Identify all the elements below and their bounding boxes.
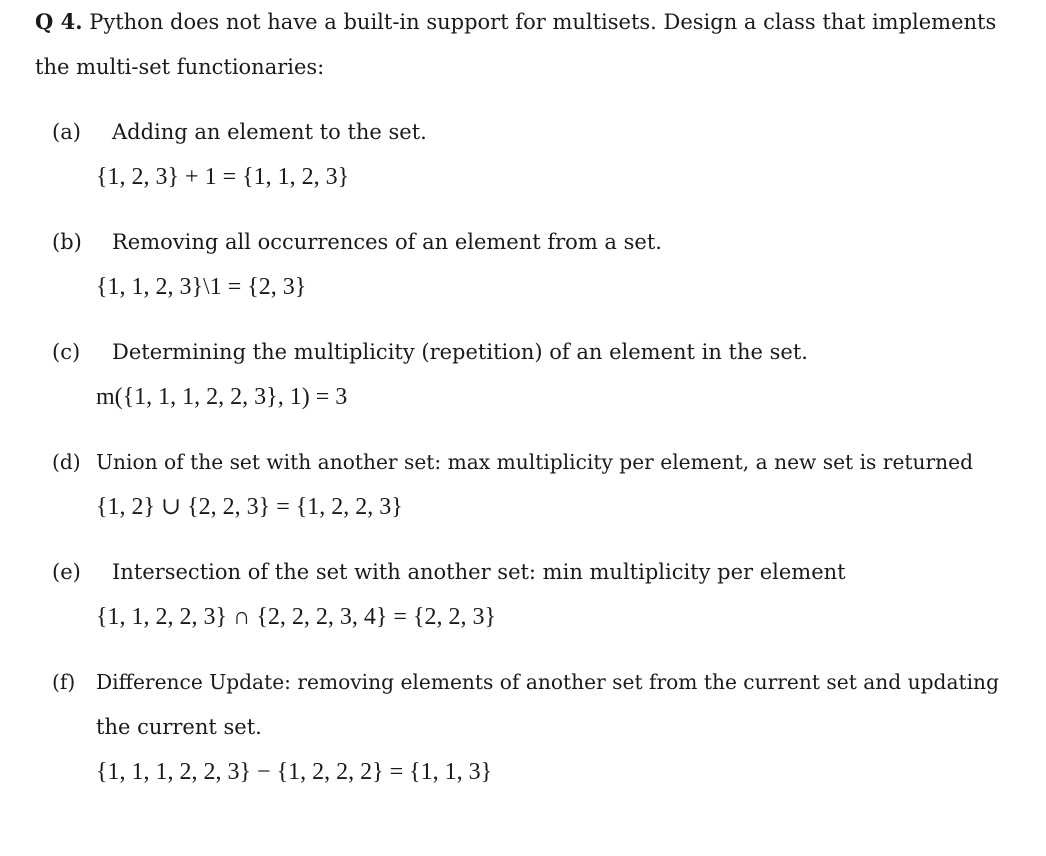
item-f bbox=[52, 668, 999, 696]
item-e-label: (e) bbox=[52, 560, 81, 584]
item-e bbox=[52, 558, 846, 586]
item-b-label: (b) bbox=[52, 230, 82, 254]
item-c-label: (c) bbox=[52, 340, 81, 364]
item-a-math: {1, 2, 3} + 1 = {1, 1, 2, 3} bbox=[96, 164, 350, 190]
item-c bbox=[52, 338, 808, 366]
item-c-text: Determining the multiplicity (repetition) of an element in the set. bbox=[112, 340, 808, 364]
item-d-math: {1, 2} ∪ {2, 2, 3} = {1, 2, 2, 3} bbox=[96, 494, 403, 520]
question-number: Q 4. bbox=[35, 9, 83, 34]
item-b bbox=[52, 228, 662, 256]
item-a-text: Adding an element to the set. bbox=[112, 120, 427, 144]
item-f-label: (f) bbox=[52, 670, 76, 694]
item-e-text: Intersection of the set with another set: min multiplicity per element bbox=[112, 560, 846, 584]
item-d-label: (d) bbox=[52, 450, 81, 474]
item-e-math: {1, 1, 2, 2, 3} ∩ {2, 2, 2, 3, 4} = {2, 2, 3} bbox=[96, 604, 496, 630]
item-a-label: (a) bbox=[52, 120, 81, 144]
item-c-math: m({1, 1, 1, 2, 2, 3}, 1) = 3 bbox=[96, 384, 348, 410]
item-d bbox=[52, 448, 973, 476]
item-b-math: {1, 1, 2, 3}\1 = {2, 3} bbox=[96, 274, 307, 300]
item-f-text: Difference Update: removing elements of another set from the current set and updating bbox=[96, 670, 999, 694]
question-text-line-1: Python does not have a built-in support for multisets. Design a class that implements bbox=[89, 10, 997, 34]
item-f-math: {1, 1, 1, 2, 2, 3} − {1, 2, 2, 2} = {1, 1, 3} bbox=[96, 759, 493, 785]
item-b-text: Removing all occurrences of an element from a set. bbox=[112, 230, 662, 254]
question-line-1 bbox=[35, 8, 996, 36]
item-f-text-line-2: the current set. bbox=[96, 715, 262, 739]
item-a bbox=[52, 118, 427, 146]
question-line-2: the multi-set functionaries: bbox=[35, 55, 325, 79]
item-d-text: Union of the set with another set: max multiplicity per element, a new set is returned bbox=[96, 450, 974, 474]
